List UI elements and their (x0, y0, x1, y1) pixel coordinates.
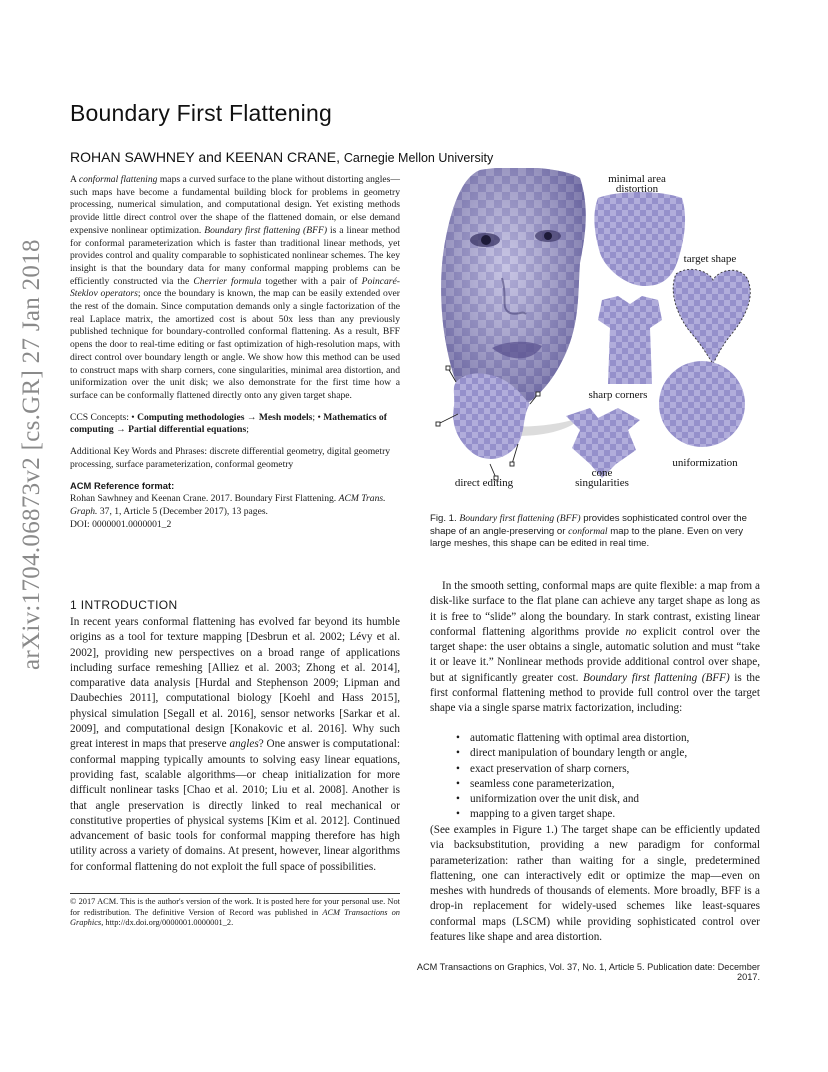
affiliation: Carnegie Mellon University (343, 151, 494, 165)
label-cone-2: singularities (575, 477, 629, 489)
copyright-footnote: © 2017 ACM. This is the author's version of the work. It is posted here for your personal use. Not for redistribution. The definitive Version of Record was published in ACM Transactions on Graphics, http://dx.doi.org/0000001.0000001_2. (70, 897, 400, 928)
label-sharp-corners: sharp corners (588, 389, 648, 401)
acm-reference (70, 480, 400, 531)
acm-reference-text: Rohan Sawhney and Keenan Crane. 2017. Boundary First Flattening. ACM Trans. Graph. 37, 1, Article 5 (December 2017), 13 pages. (70, 493, 386, 517)
author-line (70, 149, 493, 165)
figure-1 (430, 168, 760, 498)
uniformization-flattening (659, 361, 745, 469)
ccs-concepts: CCS Concepts: • Computing methodologies → Mesh models; • Mathematics of computing → Partial differential equations; (70, 411, 387, 436)
acm-reference-heading: ACM Reference format: (70, 480, 175, 492)
right-column-paragraph-2: (See examples in Figure 1.) The target shape can be efficiently updated via backsubstitution, providing a new paradigm for conformal parameterization: rather than waiting for a single, predetermined flattening, one can interactively edit or optimize the map—even on meshes with hundreds of thousands of elements. More broadly, BFF is a drop-in replacement for widely-used schemes like least-squares conformal maps (LSCM) while providing sophisticated control over features like shape and area distortion. (430, 824, 760, 944)
list-item: • automatic flattening with optimal area distortion, (448, 731, 760, 746)
list-item: • uniformization over the unit disk, and (448, 792, 760, 807)
abstract: A conformal flattening maps a curved surface to the plane without distorting angles—such maps have become a fundamental building block for problems in geometry processing, numerical simulation, and computational design. Yet existing methods provide little direct control over the shape of the flattened domain, or else demand expensive nonlinear optimization. Boundary first flattening (BFF) is a linear method for conformal parameterization which is faster than traditional linear methods, yet provides control and quality comparable to sophisticated nonlinear schemes. The key insight is that the boundary data for many conformal mapping problems can be efficiently constructed via the Cherrier formula together with a pair of Poincaré-Steklov operators; once the boundary is known, the map can be easily extended over the rest of the domain. Since computation demands only a single factorization of the real Laplace matrix, the amortized cost is about 50x less than any previously published technique for boundary-controlled conformal flattening. As a result, BFF opens the door to real-time editing or fast optimization of high-resolution maps, with direct control over boundary length or angle. We show how this method can be used to construct maps with sharp corners, cone singularities, minimal area distortion, and uniformization over the unit disk; we also demonstrate for the first time how a surface can be conformally flattened directly onto any given target shape. (70, 174, 400, 401)
list-item: • seamless cone parameterization, (448, 777, 760, 792)
list-item: • mapping to a given target shape. (448, 807, 760, 822)
label-uniformization: uniformization (672, 457, 738, 469)
running-footer: ACM Transactions on Graphics, Vol. 37, No. 1, Article 5. Publication date: December 2017. (416, 962, 760, 982)
label-cone-1: cone (591, 467, 613, 479)
arxiv-stamp: arXiv:1704.06873v2 [cs.GR] 27 Jan 2018 (18, 239, 45, 670)
paper-title: Boundary First Flattening (70, 100, 332, 126)
minimal-area-distortion-flattening (594, 173, 685, 286)
list-item: • direct manipulation of boundary length or angle, (448, 746, 760, 761)
left-column-front (70, 174, 400, 531)
introduction-paragraph: In recent years conformal flattening has evolved far beyond its humble origins as a tool for texture mapping [Desbrun et al. 2002; Lévy et al. 2002], providing new perspectives on a broad range of applications including surface remeshing [Alliez et al. 2003; Zhong et al. 2014], comparative data analysis [Hurdal and Stephenson 2009; Lipman and Daubechies 2011], computational biology [Koehl and Hass 2015], physical simulation [Segall et al. 2016], sensor networks [Sarkar et al. 2009], and computational design [Konakovic et al. 2016]. Why such great interest in maps that preserve angles? One answer is computational: conformal mapping typically amounts to solving easy linear equations, providing fast, scalable algorithms—or cheap initialization for more difficult nonlinear tasks [Chao et al. 2010; Liu et al. 2008]. Another is that angle preservation is directly linked to real mechanical or constitutive properties of physical systems [Kim et al. 2012]. Continued advancement of basic tools for conformal mapping therefore has high utility across a variety of domains. At present, however, linear algorithms for conformal flattening do not exploit the full space of possibilities. (70, 616, 401, 873)
label-direct-editing: direct editing (454, 477, 514, 489)
label-target-shape: target shape (683, 253, 737, 265)
figure-1-caption: Fig. 1. Boundary first flattening (BFF) provides sophisticated control over the shape of an angle-preserving or conformal map to the plane. Even on very large meshes, this shape can be edited in real time. (430, 513, 747, 550)
list-item: • exact preservation of sharp corners, (448, 762, 760, 777)
keywords: Additional Key Words and Phrases: discrete differential geometry, digital geometry processing, surface parameterization, conformal geometry (70, 446, 391, 470)
sharp-corners-flattening (589, 296, 662, 401)
section-heading-introduction: 1 INTRODUCTION (70, 598, 178, 612)
label-minimal-area-2: distortion (615, 183, 659, 195)
doi: DOI: 0000001.0000001_2 (70, 518, 172, 530)
label-minimal-area-1: minimal area (608, 173, 666, 185)
footnote-rule (70, 893, 400, 894)
right-column-paragraph-1: In the smooth setting, conformal maps are quite flexible: a map from a disk-like surface to the flat plane can achieve any target shape as long as it is free to “slide” along the boundary. In stark contrast, existing linear conformal flattening algorithms provide no explicit control over the target shape: the user obtains a single, automatic solution and must “take it or leave it.” Nonlinear methods provide additional control over shape, but at significantly greater cost. Boundary first flattening (BFF) is the first conformal flattening method to provide full control over the target shape via a single sparse matrix factorization, including: (430, 580, 760, 715)
feature-bullet-list (448, 731, 760, 823)
author-names: ROHAN SAWHNEY and KEENAN CRANE, (70, 149, 340, 165)
cone-singularities-flattening (566, 408, 640, 489)
target-shape-flattening (673, 253, 750, 364)
